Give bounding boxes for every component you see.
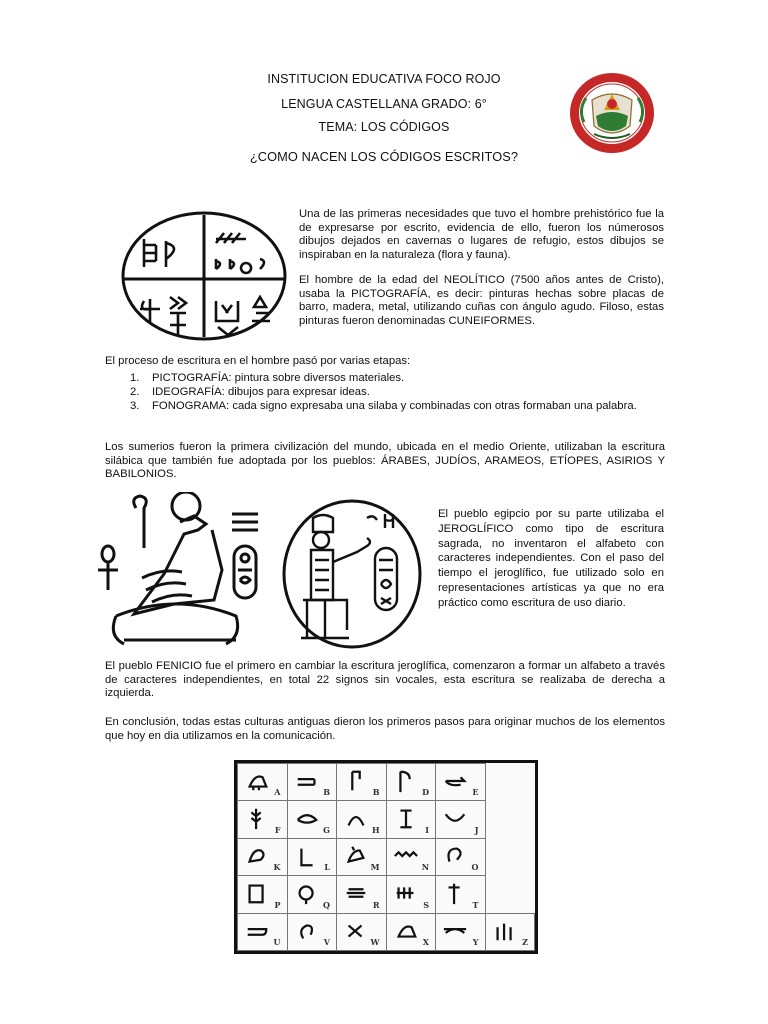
hieroglyph-icon [294,805,320,831]
intro-paragraph-2: El hombre de la edad del NEOLÍTICO (7500 años antes de Cristo), usaba la PICTOGRAFÍA, es decir: pinturas hechas sobre placas de barro, madera, metal, utilizando cuñas con ángulo agudo. Filoso, estas pinturas fueron denominadas CUNEIFORMES. [299,274,664,327]
alphabet-row [238,913,535,950]
stages-list [105,371,712,413]
alphabet-letter: O [471,862,479,873]
alphabet-cell [386,764,436,801]
hieroglyph-icon [294,768,320,794]
stages-intro: El proceso de escritura en el hombre pasó por varias etapas: [105,355,411,367]
alphabet-row [238,801,535,838]
stage-text: PICTOGRAFÍA: pintura sobre diversos materiales. [152,372,405,384]
hieroglyph-icon [294,880,320,906]
falcon-hieroglyph-illustration [96,492,266,654]
alphabet-letter: K [273,862,281,873]
hieroglyph-icon [442,805,468,831]
pharaoh-hieroglyph-illustration [281,498,423,651]
alphabet-letter: Z [522,937,528,947]
alphabet-letter: Q [323,899,330,910]
alphabet-letter: I [425,824,429,835]
topic-line: TEMA: LOS CÓDIGOS [318,120,450,134]
alphabet-cell [287,913,337,950]
alphabet-cell [287,876,337,913]
alphabet-letter: Y [472,937,479,947]
cuneiform-tablet-illustration [120,209,288,343]
alphabet-letter: N [421,862,429,873]
alphabet-cell [238,801,288,838]
egyptian-paragraph: El pueblo egipcio por su parte utilizaba el JEROGLÍFICO como tipo de escritura sagrada, no inventaron el alfabeto con caracteres independientes. Con el paso del tiempo el jeroglífico, fue utilizado solo en representaciones artísticas ya que no era práctico como escritura de uso diario. [438,508,664,609]
hieroglyph-icon [343,805,369,831]
alphabet-cell [386,876,436,913]
stage-number: 3. [130,400,140,412]
alphabet-cell [386,913,436,950]
alphabet-letter: T [472,899,479,910]
alphabet-cell [238,913,288,950]
hieroglyph-icon [343,768,369,794]
alphabet-letter: B [372,787,380,798]
stage-number: 2. [130,386,140,398]
hieroglyph-icon [393,843,419,869]
hieroglyph-icon [244,880,270,906]
alphabet-cell [436,838,486,875]
alphabet-row [238,876,535,913]
hieroglyph-icon [442,918,468,944]
hieroglyph-alphabet-chart [234,760,538,954]
hieroglyph-icon [244,843,270,869]
alphabet-letter: W [370,937,380,947]
conclusion-paragraph: En conclusión, todas estas culturas antiguas dieron los primeros pasos para originar muchos de los elementos que hoy en dia utilizamos en la comunicación. [105,716,665,742]
alphabet-cell [436,876,486,913]
alphabet-letter: P [274,899,281,910]
hieroglyph-icon [244,918,270,944]
hieroglyph-icon [393,805,419,831]
alphabet-letter: J [474,824,479,835]
hieroglyph-icon [393,918,419,944]
alphabet-cell [337,838,387,875]
alphabet-cell [287,838,337,875]
hieroglyph-icon [244,805,270,831]
alphabet-row [238,764,535,801]
alphabet-cell [436,764,486,801]
alphabet-cell [337,876,387,913]
alphabet-cell [485,913,535,950]
alphabet-cell [436,801,486,838]
alphabet-letter: A [274,787,281,798]
alphabet-cell [238,876,288,913]
stage-text: IDEOGRAFÍA: dibujos para expresar ideas. [152,386,370,398]
hieroglyph-icon [442,880,468,906]
alphabet-cell [287,801,337,838]
alphabet-grid [237,763,535,951]
stage-text: FONOGRAMA: cada signo expresaba una silaba y combinadas con otras formaban una palabra. [152,400,637,412]
stage-item [130,371,712,385]
hieroglyph-icon [492,918,518,944]
alphabet-cell [337,913,387,950]
hieroglyph-icon [442,768,468,794]
alphabet-cell [238,838,288,875]
alphabet-letter: V [323,937,330,947]
hieroglyph-icon [393,880,419,906]
school-name: INSTITUCION EDUCATIVA FOCO ROJO [267,72,501,86]
sumerians-paragraph: Los sumerios fueron la primera civilización del mundo, ubicada en el medio Oriente, utilizaban la escritura silábica que también fue adoptada por los pueblos: ÁRABES, JUDÍOS, ARAMEOS, ETÍOPES, ASIRIOS Y BABILONIOS. [105,441,665,481]
stage-item [130,385,712,399]
alphabet-letter: L [324,862,330,873]
alphabet-letter: R [372,899,380,910]
stage-number: 1. [130,372,140,384]
alphabet-letter: G [323,824,330,835]
alphabet-row [238,838,535,875]
hieroglyph-icon [343,843,369,869]
alphabet-cell [337,764,387,801]
intro-paragraph-1: Una de las primeras necesidades que tuvo el hombre prehistórico fue la de expresarse por escrito, evidencia de ello, fueron los númerosos dibujos dejados en cavernas o lugares de refugio, estos dibujos se inspiraban en la naturaleza (flora y fauna). [299,208,664,261]
subject-line: LENGUA CASTELLANA GRADO: 6° [281,97,487,111]
alphabet-letter: B [323,787,330,798]
school-seal-logo [568,70,656,156]
hieroglyph-icon [294,843,320,869]
alphabet-cell [337,801,387,838]
phoenician-paragraph: El pueblo FENICIO fue el primero en cambiar la escritura jeroglífica, comenzaron a formar un alfabeto a través de caracteres independientes, en total 22 signos sin vocales, esta escritura se realizaba de derecha a izquierda. [105,660,665,700]
alphabet-cell [436,913,486,950]
stage-item [130,399,712,413]
alphabet-letter: U [273,937,281,947]
hieroglyph-icon [393,768,419,794]
alphabet-letter: S [423,899,429,910]
alphabet-letter: H [371,824,380,835]
hieroglyph-icon [244,768,270,794]
hieroglyph-icon [343,918,369,944]
hieroglyph-icon [442,843,468,869]
alphabet-letter: E [472,787,479,798]
hieroglyph-icon [343,880,369,906]
hieroglyph-icon [294,918,320,944]
alphabet-cell [386,838,436,875]
alphabet-cell [238,764,288,801]
alphabet-cell [287,764,337,801]
alphabet-letter: D [422,787,429,798]
alphabet-letter: F [274,824,281,835]
alphabet-letter: M [370,862,380,873]
alphabet-cell [386,801,436,838]
lesson-question: ¿COMO NACEN LOS CÓDIGOS ESCRITOS? [249,149,519,164]
alphabet-letter: X [422,937,429,947]
